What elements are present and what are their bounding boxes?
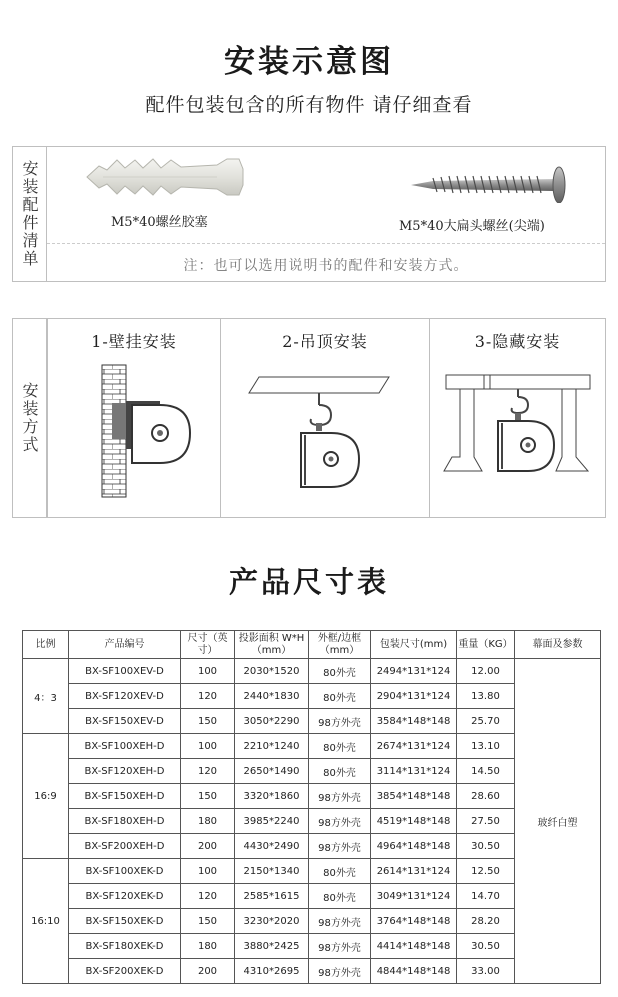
weight-cell: 14.50: [457, 759, 515, 784]
weight-cell: 33.00: [457, 959, 515, 984]
case-cell: 80外壳: [309, 859, 371, 884]
area-cell: 2650*1490: [235, 759, 309, 784]
case-cell: 98方外壳: [309, 909, 371, 934]
case-cell: 80外壳: [309, 884, 371, 909]
size-cell: 100: [181, 659, 235, 684]
weight-cell: 28.20: [457, 909, 515, 934]
package-cell: 2674*131*124: [371, 734, 457, 759]
size-table: [22, 630, 601, 984]
ceiling-hang-icon: [221, 359, 429, 509]
size-cell: 120: [181, 759, 235, 784]
hidden-mount-icon: [430, 359, 606, 509]
area-cell: 3880*2425: [235, 934, 309, 959]
case-cell: 80外壳: [309, 759, 371, 784]
table-header-row: [23, 631, 601, 659]
part-name-screw: M5*40大扁头螺丝(尖端): [399, 219, 545, 234]
weight-cell: 28.60: [457, 784, 515, 809]
table-row: [23, 759, 601, 784]
method-hidden-mount: [429, 319, 605, 517]
header-model: 产品编号: [69, 631, 181, 659]
area-cell: 3985*2240: [235, 809, 309, 834]
weight-cell: 13.10: [457, 734, 515, 759]
size-cell: 200: [181, 834, 235, 859]
table-row: [23, 709, 601, 734]
install-section-label: 安装方式: [13, 319, 47, 517]
weight-cell: 12.00: [457, 659, 515, 684]
case-cell: 80外壳: [309, 659, 371, 684]
package-cell: 2904*131*124: [371, 684, 457, 709]
page-subtitle: 配件包装包含的所有物件 请仔细查看: [145, 94, 473, 116]
header-area: 投影面积 W*H （mm）: [235, 631, 309, 659]
model-cell: BX-SF150XEH-D: [69, 784, 181, 809]
method-ceiling-hang: [220, 319, 429, 517]
package-cell: 4414*148*148: [371, 934, 457, 959]
method-wall-mount: [47, 319, 220, 517]
divider: [47, 243, 605, 244]
case-cell: 98方外壳: [309, 959, 371, 984]
weight-cell: 27.50: [457, 809, 515, 834]
wall-anchor-icon: [77, 151, 253, 203]
ratio-cell: 16:9: [23, 734, 69, 859]
header-package: 包装尺寸(mm): [371, 631, 457, 659]
weight-cell: 25.70: [457, 709, 515, 734]
size-table-title: 产品尺寸表: [228, 565, 389, 599]
model-cell: BX-SF200XEK-D: [69, 959, 181, 984]
size-cell: 120: [181, 684, 235, 709]
table-row: [23, 659, 601, 684]
package-cell: 4844*148*148: [371, 959, 457, 984]
table-row: [23, 784, 601, 809]
header-material: 幕面及参数: [515, 631, 601, 659]
table-row: [23, 734, 601, 759]
model-cell: BX-SF100XEK-D: [69, 859, 181, 884]
install-methods-box: [12, 318, 606, 518]
model-cell: BX-SF150XEK-D: [69, 909, 181, 934]
package-cell: 4519*148*148: [371, 809, 457, 834]
case-cell: 98方外壳: [309, 934, 371, 959]
table-row: [23, 884, 601, 909]
area-cell: 2210*1240: [235, 734, 309, 759]
area-cell: 4430*2490: [235, 834, 309, 859]
case-cell: 98方外壳: [309, 834, 371, 859]
case-cell: 98方外壳: [309, 809, 371, 834]
header-ratio: 比例: [23, 631, 69, 659]
area-cell: 2440*1830: [235, 684, 309, 709]
size-cell: 100: [181, 859, 235, 884]
model-cell: BX-SF120XEV-D: [69, 684, 181, 709]
table-row: [23, 834, 601, 859]
package-cell: 3854*148*148: [371, 784, 457, 809]
size-cell: 150: [181, 909, 235, 934]
size-cell: 200: [181, 959, 235, 984]
area-cell: 2030*1520: [235, 659, 309, 684]
model-cell: BX-SF150XEV-D: [69, 709, 181, 734]
part-name-anchor: M5*40螺丝胶塞: [111, 215, 208, 230]
area-cell: 4310*2695: [235, 959, 309, 984]
method-title-hidden: 3-隐藏安装: [474, 332, 561, 351]
package-cell: 3049*131*124: [371, 884, 457, 909]
weight-cell: 12.50: [457, 859, 515, 884]
table-row: [23, 909, 601, 934]
model-cell: BX-SF120XEH-D: [69, 759, 181, 784]
package-cell: 3114*131*124: [371, 759, 457, 784]
weight-cell: 14.70: [457, 884, 515, 909]
weight-cell: 30.50: [457, 834, 515, 859]
case-cell: 98方外壳: [309, 784, 371, 809]
table-body: [23, 659, 601, 984]
table-row: [23, 934, 601, 959]
package-cell: 4964*148*148: [371, 834, 457, 859]
header-size: 尺寸（英寸）: [181, 631, 235, 659]
header-weight: 重量（KG）: [457, 631, 515, 659]
case-cell: 98方外壳: [309, 709, 371, 734]
weight-cell: 13.80: [457, 684, 515, 709]
ratio-cell: 16:10: [23, 859, 69, 984]
size-cell: 150: [181, 784, 235, 809]
page-title: 安装示意图: [224, 44, 394, 80]
model-cell: BX-SF180XEH-D: [69, 809, 181, 834]
table-row: [23, 859, 601, 884]
screw-icon: [403, 163, 573, 203]
method-title-ceiling: 2-吊顶安装: [282, 332, 368, 351]
area-cell: 3320*1860: [235, 784, 309, 809]
size-cell: 150: [181, 709, 235, 734]
header-case: 外框/边框 （mm）: [309, 631, 371, 659]
size-cell: 180: [181, 809, 235, 834]
ratio-cell: 4：3: [23, 659, 69, 734]
size-cell: 100: [181, 734, 235, 759]
package-cell: 3764*148*148: [371, 909, 457, 934]
case-cell: 80外壳: [309, 684, 371, 709]
table-row: [23, 684, 601, 709]
model-cell: BX-SF100XEV-D: [69, 659, 181, 684]
package-cell: 2614*131*124: [371, 859, 457, 884]
size-cell: 120: [181, 884, 235, 909]
model-cell: BX-SF100XEH-D: [69, 734, 181, 759]
wall-mount-icon: [48, 359, 220, 509]
size-cell: 180: [181, 934, 235, 959]
parts-note: 注：也可以选用说明书的配件和安装方式。: [183, 258, 469, 274]
model-cell: BX-SF120XEK-D: [69, 884, 181, 909]
parts-section-label: 安装配件清单: [13, 147, 47, 281]
case-cell: 80外壳: [309, 734, 371, 759]
area-cell: 2585*1615: [235, 884, 309, 909]
weight-cell: 30.50: [457, 934, 515, 959]
method-title-wall: 1-壁挂安装: [91, 332, 177, 351]
area-cell: 3050*2290: [235, 709, 309, 734]
material-cell: 玻纤白塑: [515, 659, 601, 984]
area-cell: 2150*1340: [235, 859, 309, 884]
package-cell: 3584*148*148: [371, 709, 457, 734]
area-cell: 3230*2020: [235, 909, 309, 934]
table-row: [23, 959, 601, 984]
package-cell: 2494*131*124: [371, 659, 457, 684]
table-row: [23, 809, 601, 834]
model-cell: BX-SF180XEK-D: [69, 934, 181, 959]
model-cell: BX-SF200XEH-D: [69, 834, 181, 859]
parts-list-box: [12, 146, 606, 282]
